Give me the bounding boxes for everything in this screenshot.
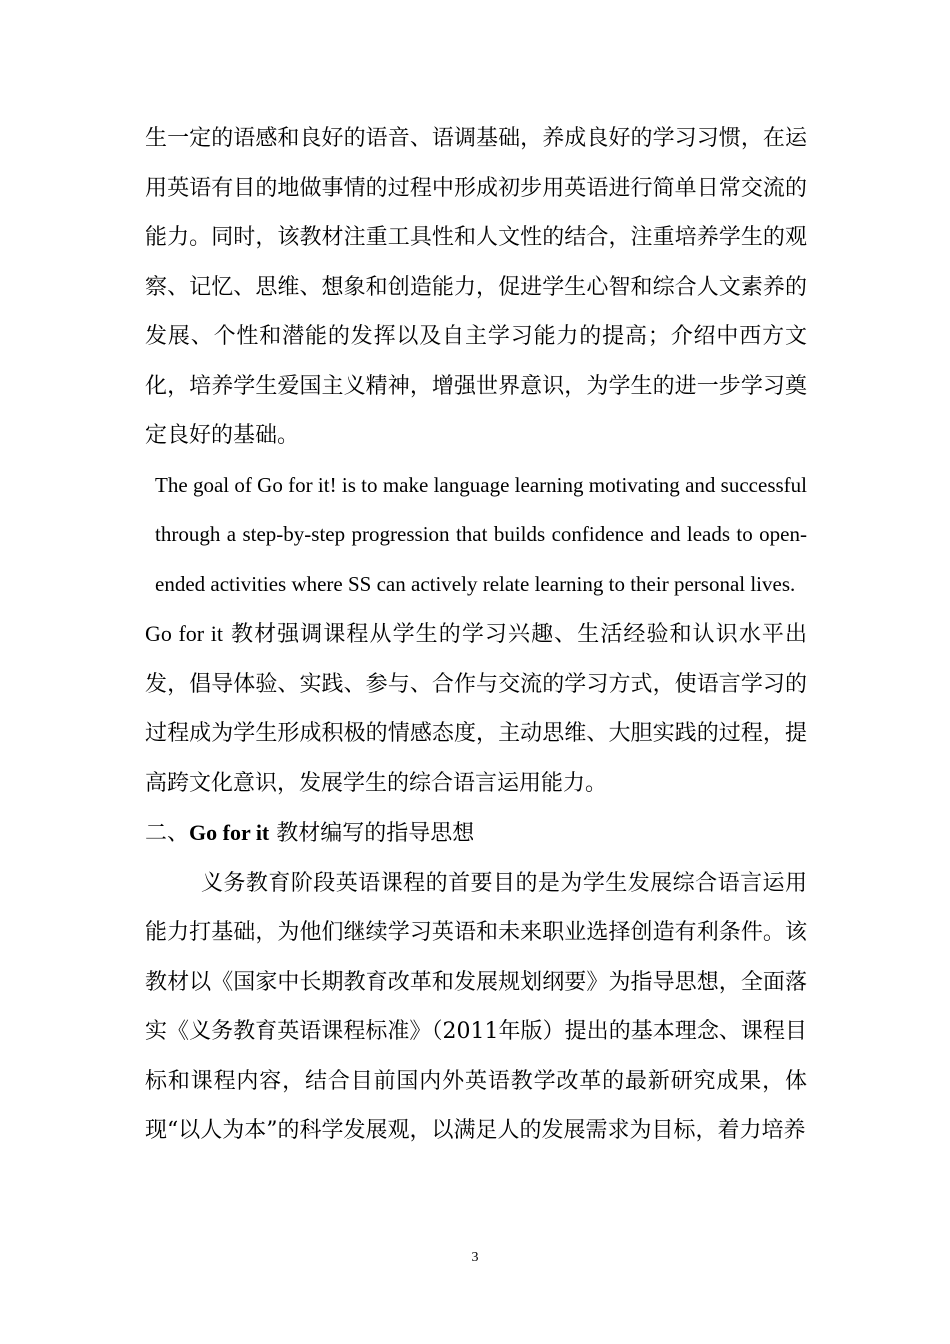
page-number: 3 — [471, 1250, 479, 1265]
page-body — [145, 114, 807, 1156]
inline-title-go-for-it: Go for it — [145, 621, 223, 646]
heading-bold-title: Go for it — [189, 820, 270, 845]
heading-prefix: 二、 — [145, 821, 190, 846]
paragraph-chinese-3: 义务教育阶段英语课程的首要目的是为学生发展综合语言运用能力打基础，为他们继续学习英语和未来职业选择创造有利条件。该教材以《国家中长期教育改革和发展规划纲要》为指导思想，全面落实《义务教育英语课程标准》（2011年版）提出的基本理念、课程目标和课程内容，结合目前国内外英语教学改革的最新研究成果，体现“以人为本”的科学发展观，以满足人的发展需求为目标，着力培养 — [145, 870, 807, 1143]
paragraph-chinese-2 — [145, 609, 807, 808]
paragraph-chinese-1: 生一定的语感和良好的语音、语调基础，养成良好的学习习惯，在运用英语有目的地做事情的过程中形成初步用英语进行简单日常交流的能力。同时，该教材注重工具性和人文性的结合，注重培养学生的观察、记忆、思维、想象和创造能力，促进学生心智和综合人文素养的发展、个性和潜能的发挥以及自主学习能力的提高；介绍中西方文化，培养学生爱国主义精神，增强世界意识，为学生的进一步学习奠定良好的基础。 — [145, 126, 807, 448]
paragraph-chinese-2-text: 教材强调课程从学生的学习兴趣、生活经验和认识水平出发，倡导体验、实践、参与、合作与交流的学习方式，使语言学习的过程成为学生形成积极的情感态度，主动思维、大胆实践的过程，提高跨文化意识，发展学生的综合语言运用能力。 — [145, 622, 808, 796]
section-heading — [145, 808, 807, 859]
paragraph-english-goal: The goal of Go for it! is to make language learning motivating and successful through a step-by-step progression that builds confidence and leads to open-ended activities where SS can actively relate learning to their personal lives. — [155, 472, 807, 596]
heading-suffix: 教材编写的指导思想 — [269, 821, 475, 846]
